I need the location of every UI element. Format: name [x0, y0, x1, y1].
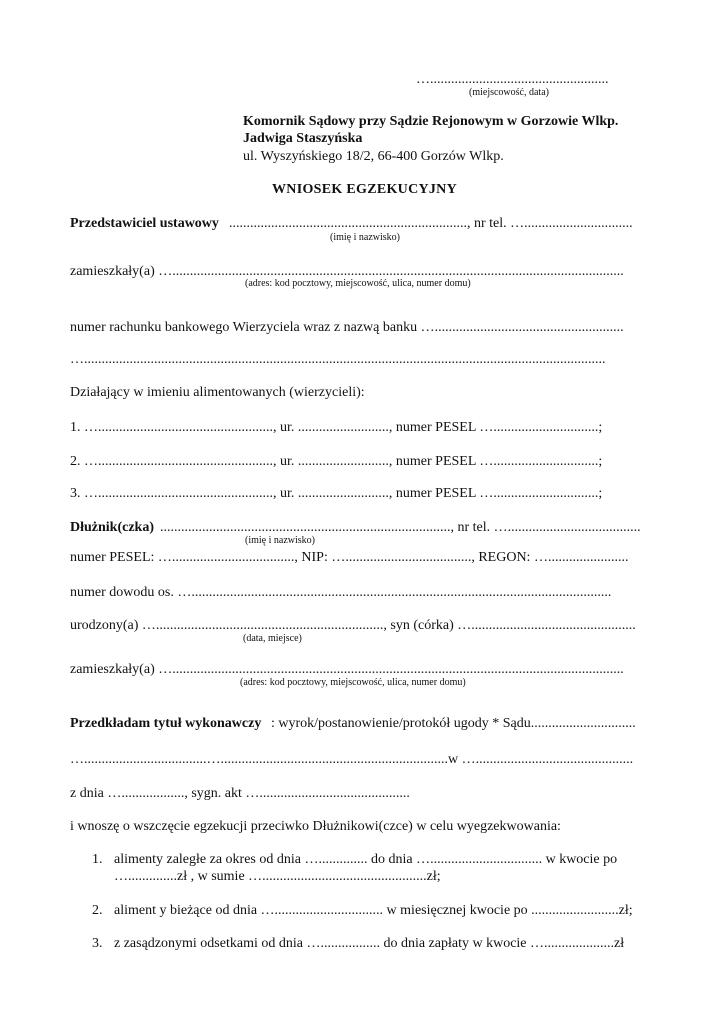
- bank-account-line-2[interactable]: ….....................................................................................................................................................: [70, 352, 606, 367]
- place-date-caption: (miejscowość, data): [469, 87, 549, 98]
- creditor-row-1[interactable]: 1. ….................................................., ur. .........................., numer PESEL …..............................;: [70, 420, 603, 435]
- motion-intro: i wnoszę o wszczęcie egzekucji przeciwko Dłużnikowi(czce) w celu wyegzekwowania:: [70, 819, 561, 834]
- motion-item-2-number: 2.: [92, 903, 103, 918]
- debtor-born-line[interactable]: urodzony(a) …................................................................., syn (córka) …...............................................: [70, 618, 636, 633]
- representative-fill-line[interactable]: ...................................................................., nr tel. …...............................: [229, 216, 633, 231]
- bailiff-title: Komornik Sądowy przy Sądzie Rejonowym w Gorzowie Wlkp.: [243, 114, 619, 129]
- creditor-row-2[interactable]: 2. ….................................................., ur. .........................., numer PESEL …..............................;: [70, 454, 603, 469]
- debtor-residence-line[interactable]: zamieszkały(a) ….................................................................................................................................: [70, 662, 624, 677]
- debtor-ids-line[interactable]: numer PESEL: …..................................., NIP: …...................................., REGON: ….......................: [70, 550, 629, 565]
- debtor-residence-caption: (adres: kod pocztowy, miejscowość, ulica, numer domu): [240, 677, 466, 688]
- debtor-label: Dłużnik(czka): [70, 520, 154, 535]
- place-date-line: …...................................................: [416, 72, 609, 87]
- motion-item-3-line-1[interactable]: z zasądzonymi odsetkami od dnia …................. do dnia zapłaty w kwocie …....................zł: [114, 936, 625, 951]
- creditors-intro: Działający w imieniu alimentowanych (wierzycieli):: [70, 385, 365, 400]
- creditor-row-3[interactable]: 3. ….................................................., ur. .........................., numer PESEL …..............................;: [70, 486, 603, 501]
- representative-label: Przedstawiciel ustawowy: [70, 216, 219, 231]
- bank-account-line[interactable]: numer rachunku bankowego Wierzyciela wraz z nazwą banku …......................................................: [70, 320, 624, 335]
- debtor-fill-line[interactable]: ..................................................................................., nr tel. …......................................: [160, 520, 641, 535]
- debtor-born-caption: (data, miejsce): [243, 633, 302, 644]
- motion-item-1-line-2[interactable]: …..............zł , w sumie …...............................................zł;: [114, 869, 441, 884]
- enforcement-title-label: Przedkładam tytuł wykonawczy: [70, 716, 262, 731]
- bailiff-name: Jadwiga Staszyńska: [243, 131, 363, 146]
- motion-item-1-line-1[interactable]: alimenty zaległe za okres od dnia ….............. do dnia …................................ w kwocie po: [114, 852, 618, 867]
- enforcement-court-line[interactable]: …...................................….................................................................w ….............................................: [70, 752, 634, 767]
- motion-item-1-number: 1.: [92, 852, 103, 867]
- enforcement-date-line[interactable]: z dnia ….................., sygn. akt …...........................................: [70, 786, 410, 801]
- document-title: WNIOSEK EGZEKUCYJNY: [272, 182, 458, 197]
- bailiff-address: ul. Wyszyńskiego 18/2, 66-400 Gorzów Wlkp.: [243, 149, 504, 164]
- debtor-caption: (imię i nazwisko): [245, 535, 315, 546]
- representative-residence-line[interactable]: zamieszkały(a) ….................................................................................................................................: [70, 264, 624, 279]
- representative-caption: (imię i nazwisko): [330, 232, 400, 243]
- enforcement-title-fill-line[interactable]: : wyrok/postanowienie/protokół ugody * Sądu..............................: [271, 716, 636, 731]
- representative-residence-caption: (adres: kod pocztowy, miejscowość, ulica, numer domu): [245, 278, 471, 289]
- debtor-id-card-line[interactable]: numer dowodu os. …........................................................................................................................: [70, 585, 612, 600]
- motion-item-2-line-1[interactable]: aliment y bieżące od dnia …............................... w miesięcznej kwocie po .........................zł;: [114, 903, 633, 918]
- motion-item-3-number: 3.: [92, 936, 103, 951]
